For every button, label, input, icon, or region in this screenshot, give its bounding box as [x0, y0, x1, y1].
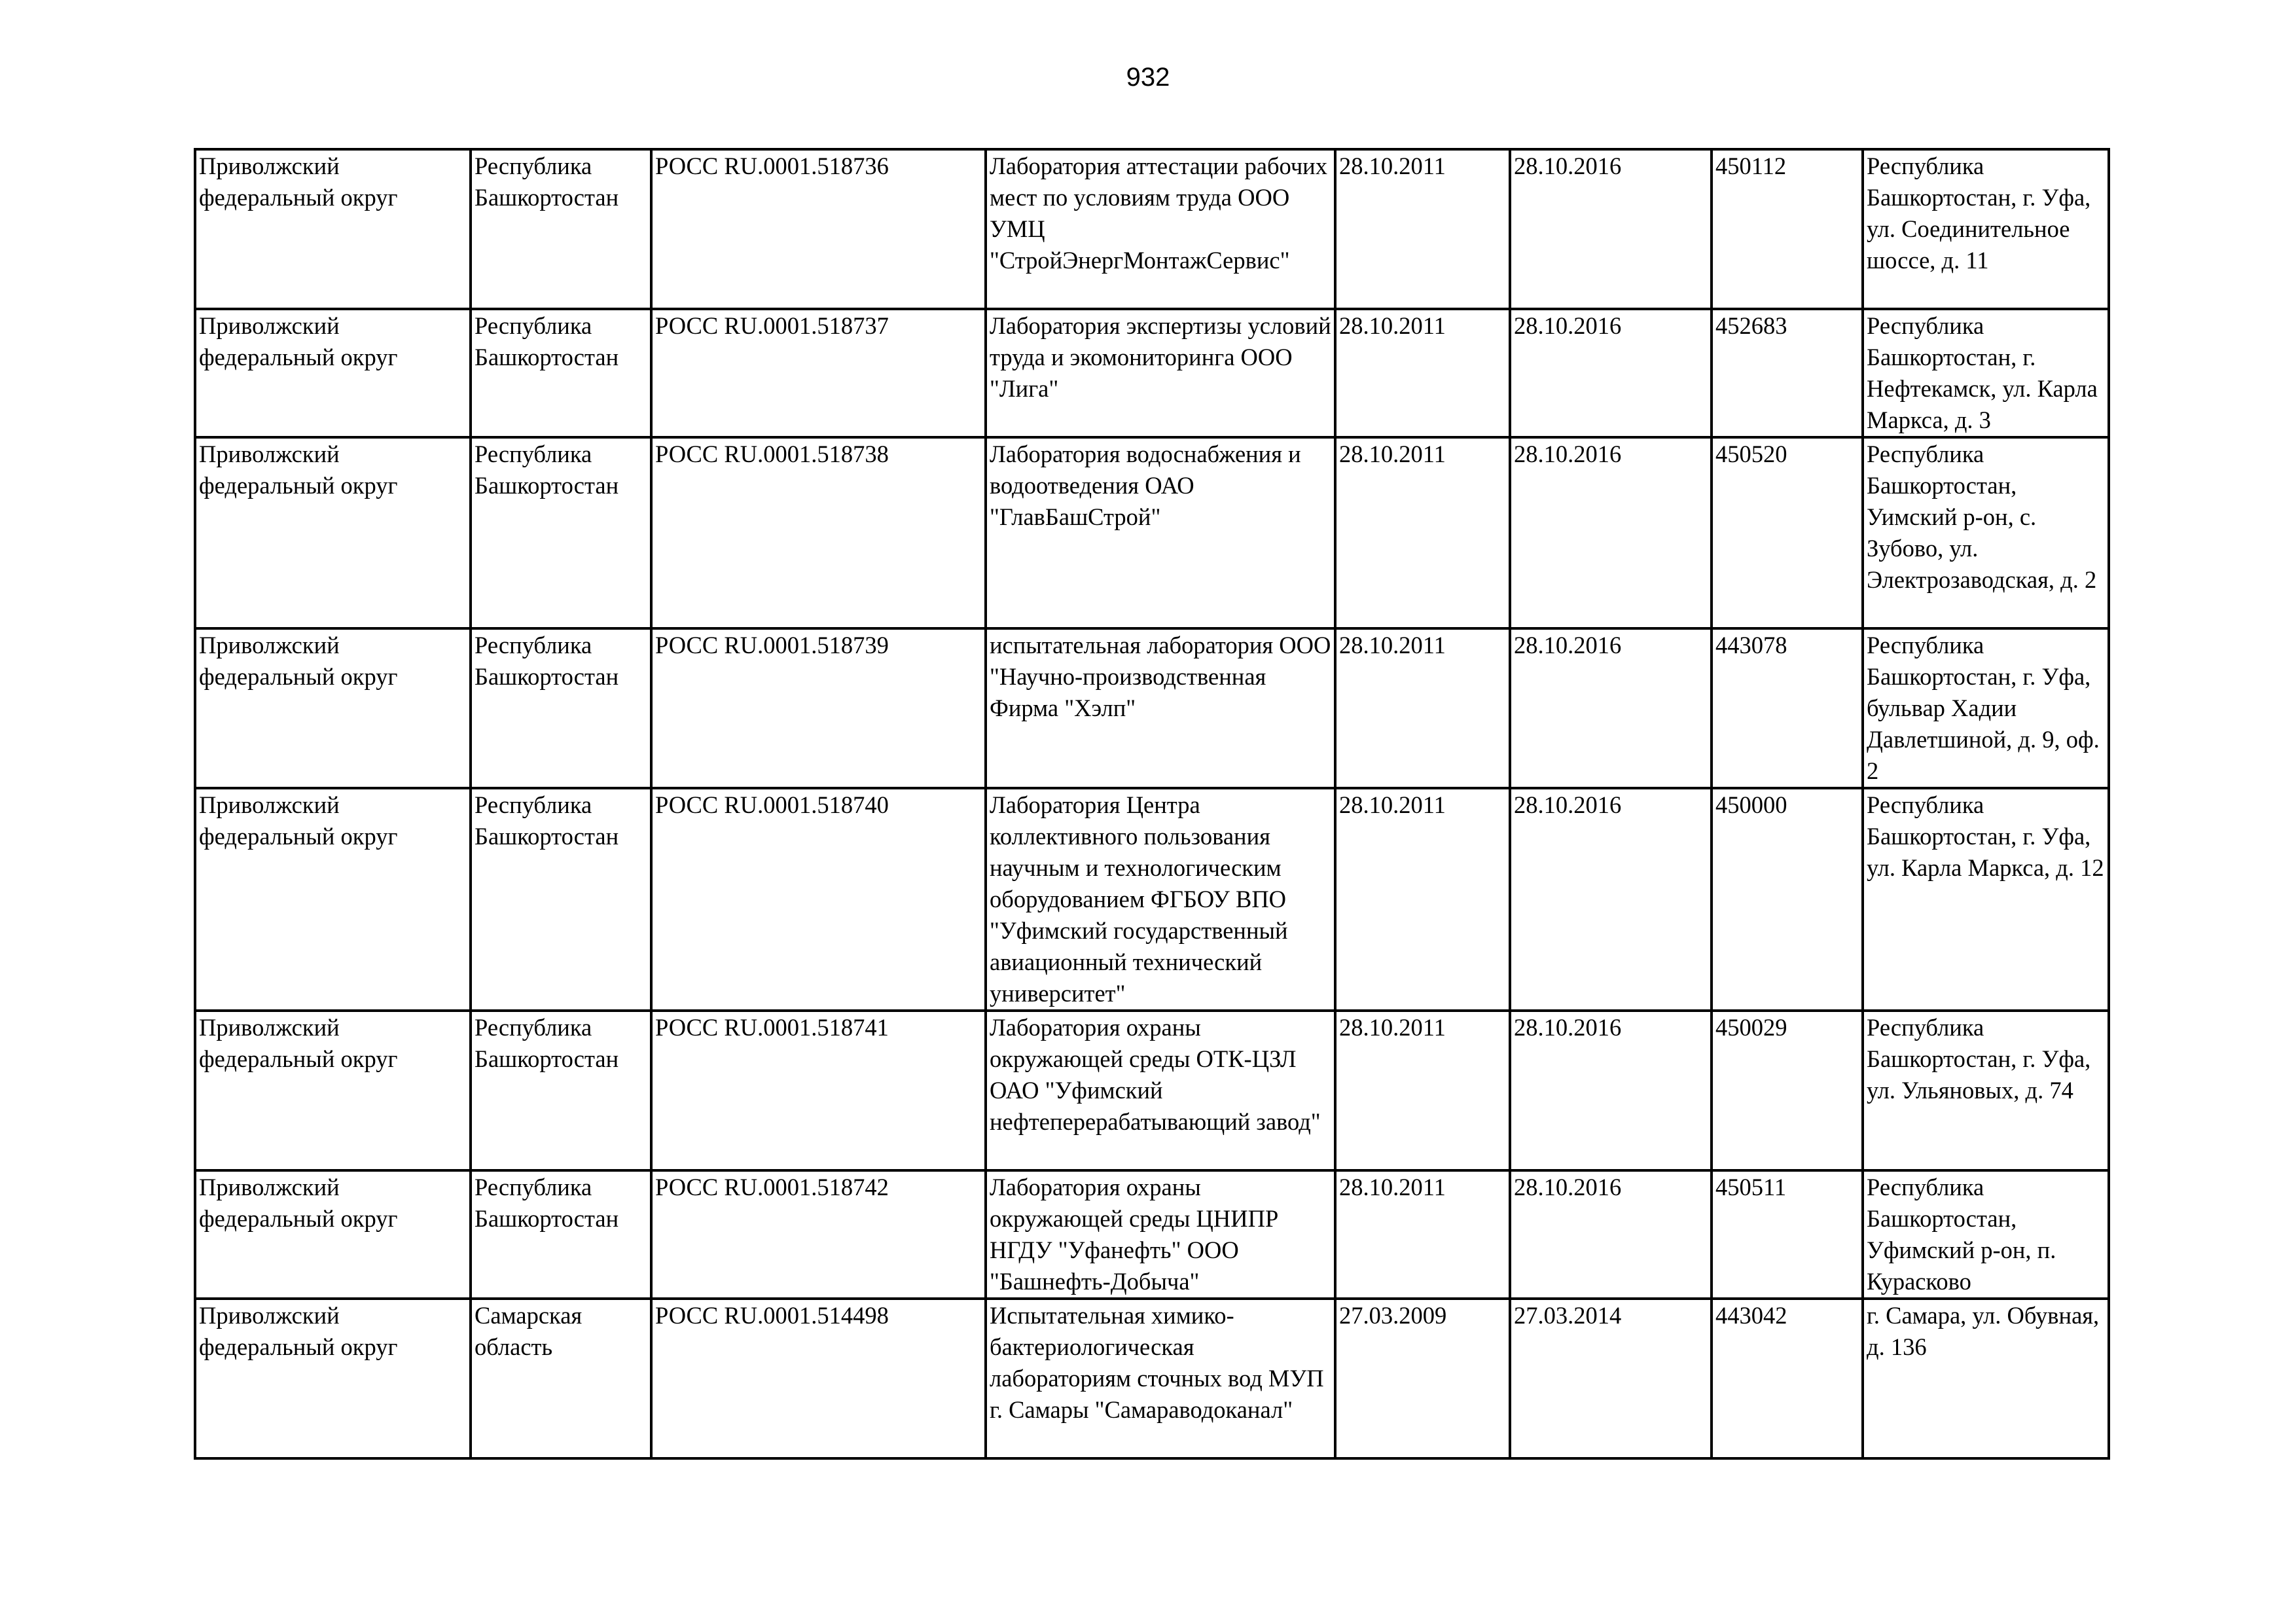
address-cell: Республика Башкортостан, Уфимский р-он, п. Курасково	[1863, 1170, 2109, 1299]
date-start-cell: 28.10.2011	[1335, 788, 1510, 1011]
district-cell: Приволжский федеральный округ	[195, 788, 471, 1011]
postcode-cell: 450000	[1712, 788, 1863, 1011]
table-row	[195, 309, 2109, 437]
page-number: 932	[1126, 63, 1170, 92]
region-cell: Республика Башкортостан	[471, 1170, 651, 1299]
registry-table	[194, 148, 2110, 1460]
address-cell: Республика Башкортостан, г. Уфа, ул. Ульяновых, д. 74	[1863, 1011, 2109, 1170]
address-cell: Республика Башкортостан, г. Уфа, ул. Соединительное шоссе, д. 11	[1863, 149, 2109, 309]
table-row	[195, 1299, 2109, 1458]
address-cell: Республика Башкортостан, Уимский р-он, с. Зубово, ул. Электрозаводская, д. 2	[1863, 437, 2109, 628]
district-cell: Приволжский федеральный округ	[195, 628, 471, 788]
reg-number-cell: РОСС RU.0001.518739	[651, 628, 986, 788]
lab-name-cell: Лаборатория охраны окружающей среды ОТК-ЦЗЛ ОАО "Уфимский нефтеперерабатывающий завод"	[986, 1011, 1335, 1170]
lab-name-cell: испытательная лаборатория ООО "Научно-производственная Фирма "Хэлп"	[986, 628, 1335, 788]
postcode-cell: 443078	[1712, 628, 1863, 788]
district-cell: Приволжский федеральный округ	[195, 149, 471, 309]
table-row	[195, 437, 2109, 628]
postcode-cell: 450520	[1712, 437, 1863, 628]
table-row	[195, 149, 2109, 309]
region-cell: Республика Башкортостан	[471, 1011, 651, 1170]
lab-name-cell: Лаборатория Центра коллективного пользования научным и технологическим оборудованием ФГБОУ ВПО "Уфимский государственный авиационный технический университет"	[986, 788, 1335, 1011]
lab-name-cell: Лаборатория охраны окружающей среды ЦНИПР НГДУ "Уфанефть" ООО "Башнефть-Добыча"	[986, 1170, 1335, 1299]
date-start-cell: 27.03.2009	[1335, 1299, 1510, 1458]
postcode-cell: 450112	[1712, 149, 1863, 309]
date-end-cell: 28.10.2016	[1510, 1170, 1712, 1299]
date-end-cell: 28.10.2016	[1510, 309, 1712, 437]
date-start-cell: 28.10.2011	[1335, 309, 1510, 437]
region-cell: Республика Башкортостан	[471, 149, 651, 309]
table-row	[195, 628, 2109, 788]
date-end-cell: 28.10.2016	[1510, 149, 1712, 309]
address-cell: Республика Башкортостан, г. Уфа, бульвар Хадии Давлетшиной, д. 9, оф. 2	[1863, 628, 2109, 788]
date-end-cell: 28.10.2016	[1510, 628, 1712, 788]
reg-number-cell: РОСС RU.0001.518741	[651, 1011, 986, 1170]
lab-name-cell: Лаборатория экспертизы условий труда и экомониторинга ООО "Лига"	[986, 309, 1335, 437]
district-cell: Приволжский федеральный округ	[195, 437, 471, 628]
lab-name-cell: Лаборатория водоснабжения и водоотведения ОАО "ГлавБашСтрой"	[986, 437, 1335, 628]
date-start-cell: 28.10.2011	[1335, 1011, 1510, 1170]
reg-number-cell: РОСС RU.0001.518740	[651, 788, 986, 1011]
district-cell: Приволжский федеральный округ	[195, 1299, 471, 1458]
postcode-cell: 450511	[1712, 1170, 1863, 1299]
postcode-cell: 450029	[1712, 1011, 1863, 1170]
district-cell: Приволжский федеральный округ	[195, 1170, 471, 1299]
address-cell: Республика Башкортостан, г. Уфа, ул. Карла Маркса, д. 12	[1863, 788, 2109, 1011]
table-row	[195, 788, 2109, 1011]
reg-number-cell: РОСС RU.0001.518742	[651, 1170, 986, 1299]
reg-number-cell: РОСС RU.0001.518737	[651, 309, 986, 437]
date-end-cell: 28.10.2016	[1510, 437, 1712, 628]
lab-name-cell: Испытательная химико-бактериологическая лабораториям сточных вод МУП г. Самары "Самараводоканал"	[986, 1299, 1335, 1458]
date-start-cell: 28.10.2011	[1335, 437, 1510, 628]
region-cell: Республика Башкортостан	[471, 788, 651, 1011]
table-row	[195, 1170, 2109, 1299]
address-cell: г. Самара, ул. Обувная, д. 136	[1863, 1299, 2109, 1458]
lab-name-cell: Лаборатория аттестации рабочих мест по условиям труда ООО УМЦ "СтройЭнергМонтажСервис"	[986, 149, 1335, 309]
region-cell: Самарская область	[471, 1299, 651, 1458]
region-cell: Республика Башкортостан	[471, 628, 651, 788]
address-cell: Республика Башкортостан, г. Нефтекамск, ул. Карла Маркса, д. 3	[1863, 309, 2109, 437]
postcode-cell: 443042	[1712, 1299, 1863, 1458]
date-start-cell: 28.10.2011	[1335, 1170, 1510, 1299]
reg-number-cell: РОСС RU.0001.514498	[651, 1299, 986, 1458]
district-cell: Приволжский федеральный округ	[195, 309, 471, 437]
postcode-cell: 452683	[1712, 309, 1863, 437]
date-end-cell: 28.10.2016	[1510, 788, 1712, 1011]
date-end-cell: 27.03.2014	[1510, 1299, 1712, 1458]
district-cell: Приволжский федеральный округ	[195, 1011, 471, 1170]
region-cell: Республика Башкортостан	[471, 309, 651, 437]
date-start-cell: 28.10.2011	[1335, 149, 1510, 309]
date-end-cell: 28.10.2016	[1510, 1011, 1712, 1170]
date-start-cell: 28.10.2011	[1335, 628, 1510, 788]
reg-number-cell: РОСС RU.0001.518738	[651, 437, 986, 628]
reg-number-cell: РОСС RU.0001.518736	[651, 149, 986, 309]
region-cell: Республика Башкортостан	[471, 437, 651, 628]
table-row	[195, 1011, 2109, 1170]
